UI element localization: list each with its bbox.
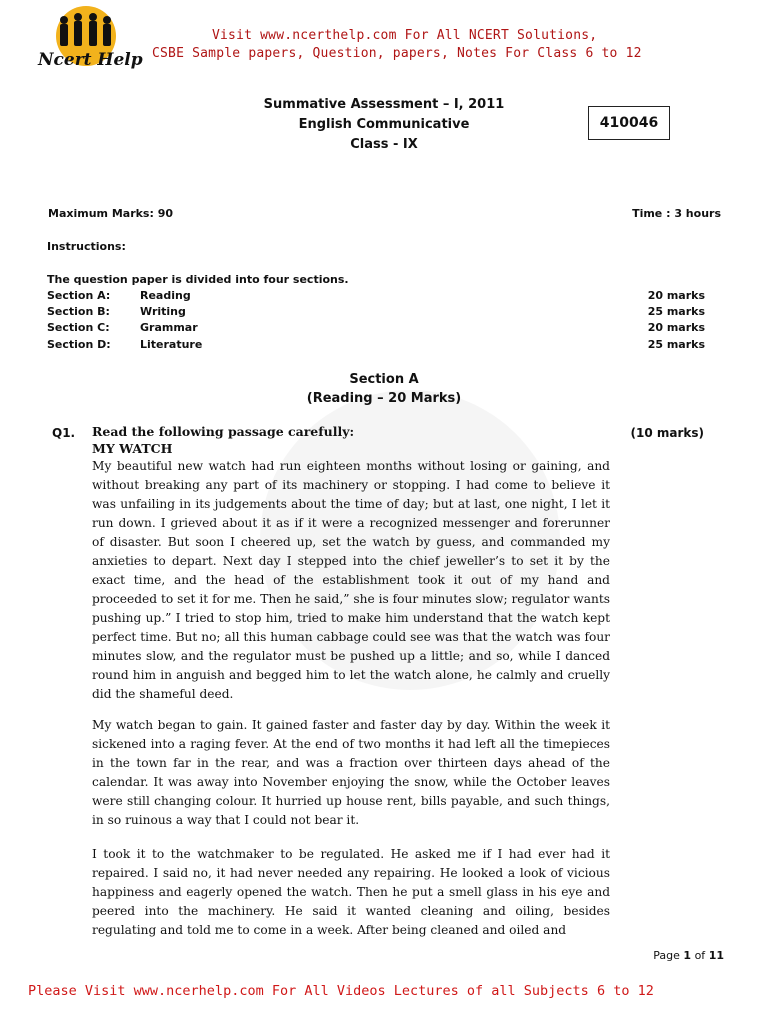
exam-title: Summative Assessment – I, 2011 [263, 97, 505, 112]
max-marks: Maximum Marks: 90 [48, 207, 174, 220]
page-current: 1 [683, 949, 692, 962]
banner-line-2: CSBE Sample papers, Question, papers, Notes For Class 6 to 12 [152, 46, 642, 61]
passage-paragraph: My beautiful new watch had run eighteen months without losing or gaining, and without breaking any part of its machinery or stopping. I had come to believe it was unfailing in its judgements about the time of day; but at last, one night, I let it run down. I grieved about it as if it were a recognized messenger and forerunner of disaster. But soon I cheered up, set the watch by guess, and commanded my anxieties to depart. Next day I stepped into the chief jeweller’s to set it by the exact time, and the head of the establishment took it out of my hand and proceeded to set it for me. Then he said,” she is four minutes slow; regulator wants pushing up.” I tried to stop him, tried to make him understand that the watch kept perfect time. But no; all this human cabbage could see was that the watch was four minutes slow, and the regulator must be pushed up a little; and so, while I danced round him in anguish and begged him to let the watch alone, he calmly and cruelly did the shameful deed. [92, 459, 610, 701]
instructions-intro: The question paper is divided into four sections. [47, 273, 349, 286]
section-label: Section C: [47, 321, 110, 334]
footer-link-text: Please Visit www.ncerhelp.com For All Videos Lectures of all Subjects 6 to 12 [28, 983, 654, 999]
question-marks: (10 marks) [630, 426, 704, 440]
page-prefix: Page [653, 949, 684, 962]
section-label: Section B: [47, 305, 110, 318]
section-marks: 25 marks [647, 338, 705, 351]
section-marks: 20 marks [647, 289, 705, 302]
logo-text: Ncert Help [38, 50, 143, 70]
section-label: Section A: [47, 289, 111, 302]
page-of: of [691, 949, 709, 962]
section-name: Literature [140, 338, 203, 351]
section-name: Writing [140, 305, 186, 318]
section-marks: 20 marks [647, 321, 705, 334]
paper-code: 410046 [599, 115, 659, 131]
exam-class: Class - IX [350, 137, 418, 152]
question-number: Q1. [52, 426, 76, 440]
section-name: Reading [140, 289, 191, 302]
ncert-help-logo [30, 6, 142, 78]
section-a-subtitle: (Reading – 20 Marks) [306, 391, 462, 406]
passage-paragraph: I took it to the watchmaker to be regulated. He asked me if I had ever had it repaired. I said no, it had never needed any repairing. He looked a look of vicious happiness and eagerly opened the watch. Then he put a smell glass in his eye and peered into the machinery. He said it wanted cleaning and oiling, besides regulating and told me to come in a week. After being cleaned and oiled and [92, 847, 610, 937]
question-prompt: Read the following passage carefully: [92, 424, 355, 439]
passage-title: MY WATCH [92, 441, 173, 456]
exam-subject: English Communicative [298, 117, 470, 132]
page-total: 11 [708, 949, 724, 962]
paper-code-box [588, 106, 670, 140]
page-number [653, 949, 724, 962]
section-name: Grammar [140, 321, 198, 334]
passage-paragraph: My watch began to gain. It gained faster and faster day by day. Within the week it sickened into a raging fever. At the end of two months it had left all the timepieces in the town far in the rear, and was a fraction over thirteen days ahead of the calendar. It was away into November enjoying the snow, while the October leaves were still changing colour. It hurried up house rent, bills payable, and such things, in so ruinous a way that I could not bear it. [92, 718, 610, 827]
banner-line-1: Visit www.ncerthelp.com For All NCERT Solutions, [212, 28, 598, 43]
time-allowed: Time : 3 hours [632, 207, 721, 220]
section-marks: 25 marks [647, 305, 705, 318]
instructions-label: Instructions: [47, 240, 126, 253]
section-label: Section D: [47, 338, 111, 351]
section-a-title: Section A [349, 372, 419, 387]
